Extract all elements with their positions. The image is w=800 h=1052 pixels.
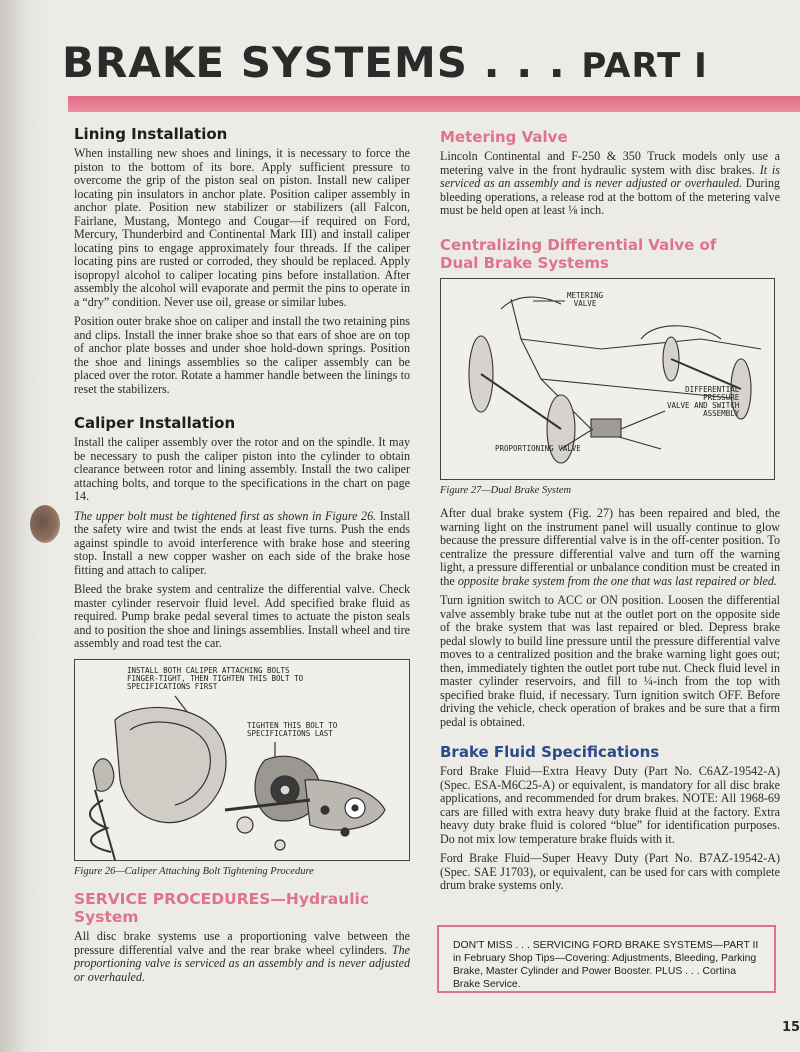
centralizing-heading-line-2: Dual Brake Systems bbox=[440, 253, 609, 272]
right-column bbox=[440, 128, 780, 899]
caliper-heading: Caliper Installation bbox=[74, 414, 236, 432]
metering-paragraph-italic: It is serviced as an assembly and is never adjusted or overhauled. bbox=[440, 162, 780, 190]
metering-paragraph bbox=[440, 150, 780, 218]
figure-26 bbox=[74, 659, 410, 861]
brake-fluid-heading: Brake Fluid Specifications bbox=[440, 743, 660, 761]
metering-paragraph-rest: During bleeding operations, a release rod at the bottom of the metering valve must be held open at least ⅛ inch. bbox=[440, 176, 780, 217]
dual-brake-illustration bbox=[441, 279, 774, 479]
figure-26-callout-last: TIGHTEN THIS BOLT TO SPECIFICATIONS LAST bbox=[247, 720, 338, 738]
centralizing-heading-line-1: Centralizing Differential Valve of bbox=[440, 235, 717, 254]
service-paragraph-italic: The proportioning valve is serviced as an assembly and is never adjusted or overhauled. bbox=[74, 942, 410, 984]
figure-26-caption: Figure 26—Caliper Attaching Bolt Tightening Procedure bbox=[74, 865, 314, 877]
service-procedures-heading: SERVICE PROCEDURES—Hydraulic System bbox=[74, 890, 370, 926]
dual-paragraph-1-text: After dual brake system (Fig. 27) has been repaired and bled, the warning light on the instrument panel will usually continue to glow because the pressure differential valve is in the off-center position. To centralize the pressure differential valve and turn off the warning light, a pressure differential or unbalance condition must be created in the bbox=[440, 506, 780, 588]
dual-paragraph-1 bbox=[440, 507, 780, 588]
title-main: BRAKE SYSTEMS . . . bbox=[62, 38, 566, 87]
lining-paragraph-1: When installing new shoes and linings, it is necessary to force the piston to the bottom of its bore. Apply sufficient pressure to overcome the grip of the piston seal on piston. Install new caliper locating pin insulators in anchor plate. Position caliper assembly in anchor plate. Position new stabilizer or stabilizers (all Falcon, Fairlane, Mustang, Montego and Cougar—if required on Ford, Mercury, Thunderbird and Continental Mark III) and install caliper locating pins to engage approximately four threads. If the caliper locating pins are rusted or corroded, they should be replaced. Apply isopropyl alcohol to caliper locating pins before installation. After assembly the alcohol will evaporate and permit the pins to operate in a “dry” condition. Never use oil, grease or similar lubes. bbox=[74, 146, 410, 309]
caliper-paragraph-1: Install the caliper assembly over the rotor and on the spindle. It may be necessary to push the caliper piston into the cylinder to obtain clearance between rotor and lining assembly. Install the two caliper attaching bolts, and torque to the specifications in the chart on page 14. bbox=[74, 435, 410, 503]
figure-27 bbox=[440, 278, 775, 480]
caliper-paragraph-2-italic: The upper bolt must be tightened first as shown in Figure 26. bbox=[74, 508, 377, 523]
dual-paragraph-2: Turn ignition switch to ACC or ON position. Loosen the differential valve assembly brake tube nut at the outlet port on the opposite side of the brake system that was last repaired or bled. Depress brake pedal slowly to build line pressure until the pressure differential valve moves to a centralized position and the brake warning light goes out; then, immediately tighten the outlet port tube nut. Check fluid level in master cylinder reservoirs, and fill to ¼-inch from the top with specified brake fluid, if necessary. Turn ignition switch OFF. Before driving the vehicle, check operation of brakes and be sure that a firm pedal is obtained. bbox=[440, 593, 780, 729]
page-number: 15 bbox=[782, 1020, 800, 1035]
service-paragraph-text: All disc brake systems use a proportioning valve between the pressure differential valve and the rear brake wheel cylinders. bbox=[74, 929, 410, 957]
service-paragraph bbox=[74, 930, 410, 984]
page-title bbox=[62, 38, 708, 87]
fluid-paragraph-2: Ford Brake Fluid—Super Heavy Duty (Part No. B7AZ-19542-A) (Spec. SAE J1703), or equivalent, can be used for cars with complete drum brake systems only. bbox=[440, 851, 780, 892]
dont-miss-note bbox=[437, 925, 776, 993]
metering-paragraph-text: Lincoln Continental and F-250 & 350 Truck models only use a metering valve in the front hydraulic system with disc brakes. bbox=[440, 149, 780, 177]
left-column bbox=[74, 125, 410, 990]
figure-27-metering-label: METERING VALVE bbox=[567, 290, 604, 308]
caliper-paragraph-3: Bleed the brake system and centralize the differential valve. Check master cylinder reservoir fluid level. Add specified brake fluid as required. Pump brake pedal several times to actuate the piston seals and to position the shoe and linings assemblies. Install wheel and tire assembly and road test the car. bbox=[74, 582, 410, 650]
centralizing-heading bbox=[440, 236, 780, 272]
figure-26-callout-first: INSTALL BOTH CALIPER ATTACHING BOLTS FINGER-TIGHT, THEN TIGHTEN THIS BOLT TO SPECIFICATIONS FIRST bbox=[127, 665, 304, 691]
caliper-paragraph-2-rest: Install the safety wire and twist the ends at least five turns. Push the ends against spindle to avoid interference with brake hose and steering stop. Install a new copper washer on each side of the brake hose fitting and attach to caliper. bbox=[74, 508, 410, 577]
figure-27-proportioning-label: PROPORTIONING VALVE bbox=[495, 443, 581, 453]
dont-miss-text: DON'T MISS . . . SERVICING FORD BRAKE SYSTEMS—PART II in February Shop Tips—Covering: Adjustments, Bleeding, Parking Brake, Master Cylinder and Power Booster. PLUS . . . Cortina Brake Service. bbox=[453, 940, 759, 990]
punch-hole bbox=[30, 505, 60, 543]
title-part: PART I bbox=[581, 46, 708, 86]
title-rule bbox=[68, 96, 800, 112]
metering-valve-heading: Metering Valve bbox=[440, 128, 568, 146]
figure-27-differential-label: DIFFERENTIAL PRESSURE VALVE AND SWITCH ASSEMBLY bbox=[667, 384, 740, 418]
fluid-paragraph-1: Ford Brake Fluid—Extra Heavy Duty (Part No. C6AZ-19542-A) (Spec. ESA-M6C25-A) or equivalent, is mandatory for all disc brake applications, and recommended for drum brakes. NOTE: All 1968-69 cars are filled with extra heavy duty brake fluid at the factory. Extra heavy duty brake fluid is colored “blue” for identification purposes. Do not mix low temperature brake fluids with it. bbox=[440, 764, 780, 846]
lining-paragraph-2: Position outer brake shoe on caliper and install the two retaining pins and clips. Install the inner brake shoe so that ears of shoe are on top of anchor plate bosses and under shoe hold-down springs. Position the shoe and linings assemblies so the caliper assembly can be placed over the rotor. Rotate a hammer handle between the linings to reset the stabilizers. bbox=[74, 314, 410, 396]
dual-paragraph-1-italic: opposite brake system from the one that was last repaired or bled. bbox=[457, 573, 777, 588]
figure-27-caption: Figure 27—Dual Brake System bbox=[440, 484, 572, 496]
caliper-paragraph-2 bbox=[74, 510, 410, 578]
lining-heading: Lining Installation bbox=[74, 125, 228, 143]
